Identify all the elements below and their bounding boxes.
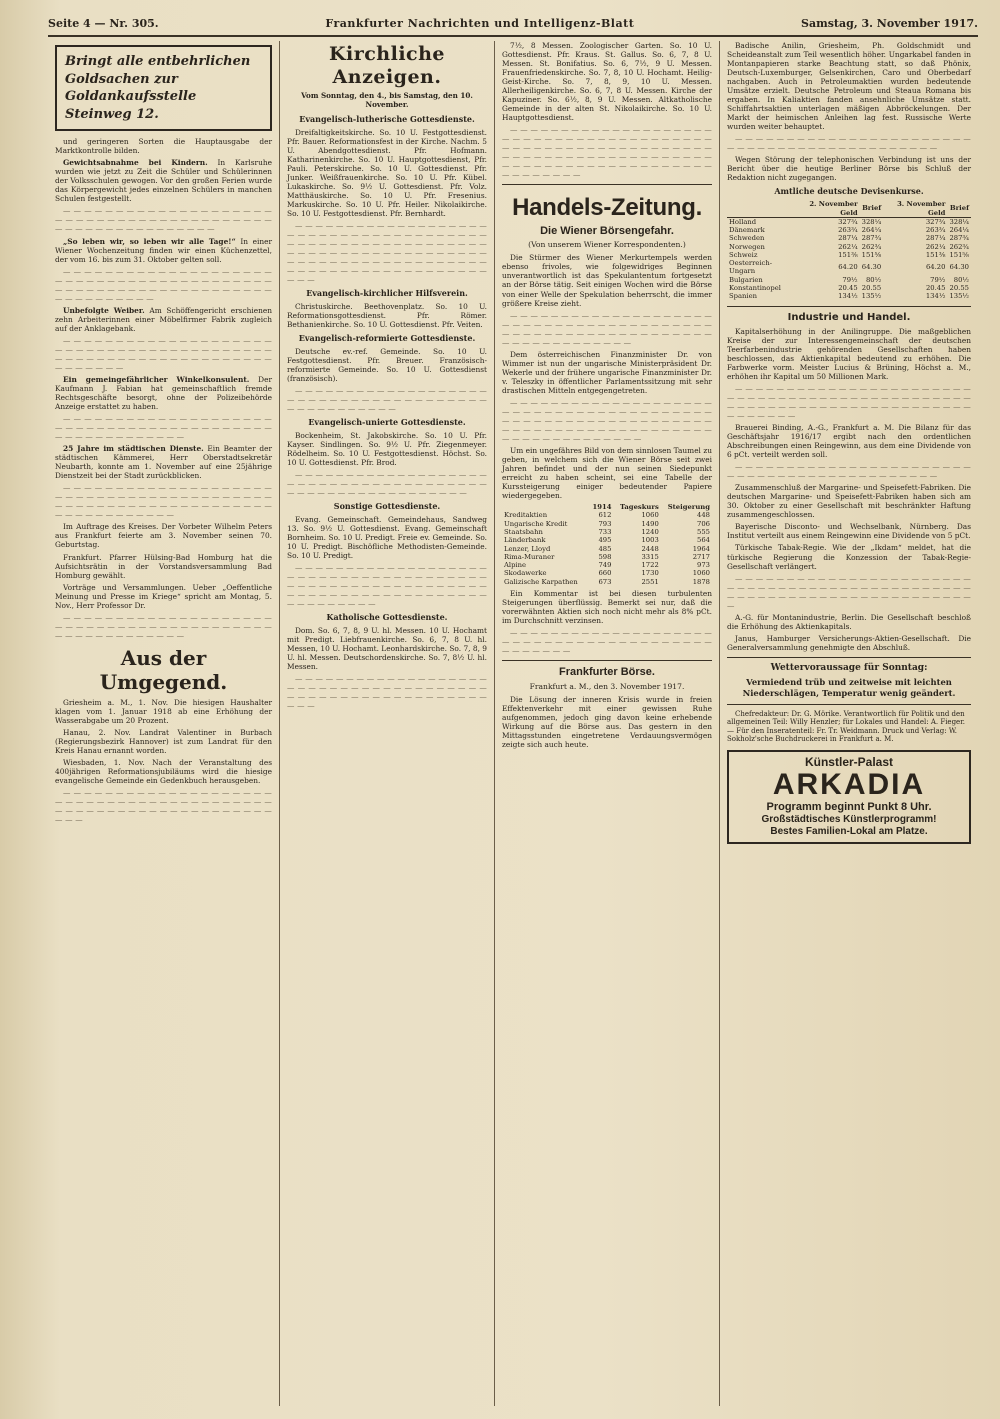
stock-table-cell: 1060: [641, 511, 659, 520]
arkadia-ad-line3: Großstädtisches Künstlerprogramm!: [761, 814, 937, 826]
fx-table-cell: Spanien: [729, 292, 758, 301]
fx-table-cell: 151⅜: [925, 250, 946, 259]
fx-table-cell: 151⅜: [838, 250, 858, 259]
fx-table-cell: 287¾: [861, 234, 882, 243]
weather-title: Wettervoraussage für Sonntag:: [770, 662, 928, 673]
article-pastor: Frankfurt. Pfarrer Hülsing-Bad Homburg hat die Aufsichtsrätin in der Vorstandsversammlung Bad Homburg gewählt.: [55, 552, 272, 580]
fx-table-cell: Schweden: [729, 234, 765, 243]
stock-table-header-cell: 1914: [592, 503, 612, 512]
fx-table-cell: 328¼: [861, 217, 882, 226]
fx-table-cell: Oesterreich-Ungarn: [729, 259, 773, 276]
church-section-catholic: Katholische Gottesdienste.: [326, 612, 448, 623]
fx-table-cell: 263¾: [925, 226, 946, 235]
article-boersengefahr-title: Die Wiener Börsengefahr.: [540, 224, 674, 237]
fx-table-cell: 287¼: [925, 234, 946, 243]
frankfurt-boerse-date: Frankfurt a. M., den 3. November 1917.: [529, 681, 685, 691]
article-women-body: Am Schöffengericht erschienen zehn Arbeiterinnen einer Möbelfirmer Fabrik zugleich auf der Anklagebank.: [55, 305, 272, 333]
issue-date: Samstag, 3. November 1917.: [801, 16, 978, 30]
article-hanau: Hanau, 2. Nov. Landrat Valentiner in Burbach (Regierungsbezirk Hannover) ist zum Landrat für den Kreis Hanau ernannt worden.: [55, 727, 272, 755]
church-reformed-text: Deutsche ev.-ref. Gemeinde. So. 10 U. Festgottesdienst. Pfr. Breuer. Französisch-reformierte Gemeinde. So. 10 U. Gottesdienst (französisch).: [287, 346, 487, 383]
handels-zeitung-title: Handels-Zeitung.: [512, 194, 702, 222]
fx-table-cell: 262¾: [949, 242, 969, 251]
fx-table-cell: 327¾: [838, 217, 858, 226]
fx-table-row: [727, 234, 971, 242]
stock-table-row: [502, 536, 712, 544]
paper-title: Frankfurter Nachrichten und Intelligenz-Blatt: [325, 16, 635, 30]
market-report-text: Badische Anilin, Griesheim, Ph. Goldschmidt und Scheideanstalt zum Teil wesentlich höher. Ungarkabel fanden in Montanpapieren starke Beachtung statt, so daß Phönix, Deutsch-Luxemburger, Gelsenkirchen, Caro und Oberbedarf nachgaben. Auch in Petroleumaktien wurden bedeutende Umsätze erzielt. Deutsche Petroleum und Steaua Romana bis ergaben. In Kaliaktien fanden ansehnliche Umsätze statt. Schiffahrtsaktien unterlagen mäßigen Abbröckelungen. Der Markt der heimischen Anleihen lag fest. Russische Werte wurden weiter behauptet.: [727, 41, 971, 132]
fx-table-cell: 80½: [865, 275, 882, 284]
church-section-hilfsverein: Evangelisch-kirchlicher Hilfsverein.: [306, 288, 468, 299]
fx-table-cell: 64.20: [838, 263, 858, 272]
fx-table-cell: 134½: [925, 292, 946, 301]
stock-table-row: [502, 520, 712, 528]
stock-increase-table: [502, 503, 712, 586]
article-lectures: Vorträge und Versammlungen. Ueber „Oeffentliche Meinung und Presse im Kriege“ spricht am Montag, 5. Nov., Herr Professor Dr.: [55, 582, 272, 610]
industry-p7: Janus, Hamburger Versicherungs-Aktien-Gesellschaft. Die Generalversammlung genehmigte den Abschluß.: [727, 633, 971, 652]
fx-table-cell: 64.30: [861, 263, 882, 272]
stock-table-cell: Länderbank: [504, 536, 546, 545]
frankfurt-boerse-title: Frankfurter Börse.: [559, 666, 655, 679]
fx-table-cell: 20.55: [949, 284, 969, 293]
fx-table-cell: 79½: [930, 275, 946, 284]
article-griesheim: Griesheim a. M., 1. Nov. Die hiesigen Haushalter klagen vom 1. Januar 1918 ab eine Erhöhung der Wasserabgabe um 20 Prozent.: [55, 697, 272, 725]
intro-text: und geringeren Sorten die Hauptausgabe der Marktkontrolle bilden.: [55, 137, 272, 156]
column-industry: Badische Anilin, Griesheim, Ph. Goldschmidt und Scheideanstalt zum Teil wesentlich höher. Ungarkabel fanden in Montanpapieren starke Beachtung statt, so daß Phönix, Deutsch-Luxemburger, Gelsenkirchen, Caro und Oberbedarf nachgaben. Auch in Petroleumaktien wurden bedeutende Umsätze erzielt. Deutsche Petroleum und Steaua Romana bis ergaben. In Kaliaktien fanden ansehnliche Umsätze statt. Schiffahrtsaktien unterlagen mäßigen Abbröckelungen. Der Markt der heimischen Anleihen lag fest. Russische Werte wurden weiter behauptet. — — — — — — — — — — — — — — — — — — — — — — — — — — — — — — — — — — — — — — — — — — — — Wegen Störung der telephonischen Verbindung ist uns der Bericht über die heutige Berliner Börse bis Schluß der Redaktion nicht zugegangen. Amtliche deutsche Devisenkurse. 2. November Geld Brief 3. November Geld Brief Holland 327¾ 328¼ 327¾ 328¼ Dänemark 263¾ 264¼ 263¾ 264¼ Schweden 287¼ 287¾ 287¼ 287¾ Norwegen 262¼ 262¾ 262¼ 262¾ Schweiz 151⅜ 151⅝ 151⅜ 151⅝ Oesterreich-Ungarn 64.20 64.30 64.20 64.30 Bulgarien 79½ 80½ 79½ 80½ Konstantinopel 20.45 20.55 20.45 20.55 Spanien 134½ 135½ 134½ 135½ Industrie und Handel. Kapitalserhöhung in der Anilingruppe. Die maßgeblichen Kreise der zur Interessengemeinschaft der deutschen Teerfarbenindustrie gehörenden Gesellschaften haben beschlossen, das Aktienkapital bedeutend zu erhöhen. Die Farbwerke vorm. Meister Lucius & Brüning, Höchst a. M., erhöhen ihr Kapital um 50 Millionen Mark. — — — — — — — — — — — — — — — — — — — — — — — — — — — — — — — — — — — — — — — — — — — — — — — — — — — — — — — — — — — — — — — — — — — — — — — — — — — — — — Brauerei Binding, A.-G., Frankfurt a. M. Die Bilanz für das Geschäftsjahr 1916/17 ergibt nach den ordentlichen Abschreibungen einen Reingewinn, aus dem eine Dividende von 6 pCt. verteilt werden soll. — — — — — — — — — — — — — — — — — — — — — — — — — — — — — — — — — — — — — — — — — — — — Zusammenschluß der Margarine- und Speisefett-Fabriken. Die deutschen Margarine- und Speisefett-Fabriken haben sich am 30. Oktober zu einer Gesellschaft mit beschränkter Haftung zusammengeschlossen. Bayerische Disconto- und Wechselbank, Nürnberg. Das Institut verteilt aus einem Reingewinn eine Dividende von 5 pCt. Türkische Tabak-Regie. Wie der „Ikdam“ meldet, hat die türkische Regierung die Konzession der Tabak-Regie-Gesellschaft verlängert. — — — — — — — — — — — — — — — — — — — — — — — — — — — — — — — — — — — — — — — — — — — — — — — — — — — — — — — — — — — — — — — — — — — — — — — — A.-G. für Montanindustrie, Berlin. Die Gesellschaft beschloß die Erhöhung des Aktienkapitals. Janus, Hamburger Versicherungs-Aktien-Gesellschaft. Die Generalversammlung genehmigte den Abschluß. Wettervoraussage für Sonntag: Vermiedend trüb und zeitweise mit leichten Niederschlägen, Temperatur wenig geändert. Chefredakteur: Dr. G. Mörike. Verantwortlich für Politik und den allgemeinen Teil: Willy Henzler; für Lokales und Handel: A. Fieger. — Für den Inseratenteil: Fr. Tr. Weidmann. Druck und Verlag: W. Sokholz'sche Buchdruckerei in Frankfurt a. M. Künstler-Palast ARKADIA Programm beginnt Punkt 8 Uhr. Großstädtisches Künstlerprogramm! Bestes Familien-Lokal am Platze.: [720, 41, 978, 1406]
stock-table-cell: 598: [598, 552, 612, 561]
fx-table-header-cell: Brief: [947, 200, 971, 217]
fx-table-row: [727, 217, 971, 226]
article-women-head: Unbefolgte Weiber.: [63, 305, 145, 315]
stock-table-cell: Rima-Muraner: [504, 552, 555, 561]
stock-table-cell: 660: [598, 569, 612, 578]
stock-table-header-cell: [502, 503, 588, 511]
stock-table-cell: 1730: [641, 569, 659, 578]
fx-title: Amtliche deutsche Devisenkurse.: [774, 186, 924, 197]
fx-table-cell: 262¼: [925, 242, 946, 251]
fx-table-cell: 328¼: [949, 217, 969, 226]
column-local-news: Bringt alle entbehrlichen Goldsachen zur Goldankaufsstelle Steinweg 12. und geringeren Sorten die Hauptausgabe der Marktkontrolle bilden. Gewichtsabnahme bei Kindern. In Karlsruhe wurden wie jetzt zu Zeit die Schüler und Schülerinnen der Volksschulen gewogen. Vor den großen Ferien wurde das Körpergewicht jedes einzelnen Schülers in manchen Schulen festgestellt. — — — — — — — — — — — — — — — — — — — — — — — — — — — — — — — — — — — — — — — — — — — — — — — — — — — — — — — — — „So leben wir, so leben wir alle Tage!“ In einer Wiener Wochenzeitung finden wir einen Küchenzettel, der vom 16. bis zum 31. Oktober gelten soll. — — — — — — — — — — — — — — — — — — — — — — — — — — — — — — — — — — — — — — — — — — — — — — — — — — — — — — — — — — — — — — — — — — — — — — — — Unbefolgte Weiber. Am Schöffengericht erschienen zehn Arbeiterinnen einer Möbelfirmer Fabrik zugleich auf der Anklagebank. — — — — — — — — — — — — — — — — — — — — — — — — — — — — — — — — — — — — — — — — — — — — — — — — — — — — — — — — — — — — — — — — — — — — — Ein gemeingefährlicher Winkelkonsulent. Der Kaufmann J. Fabian hat gemeinschaftlich fremde Rechtsgeschäfte besorgt, ohne der Polizeibehörde Anzeige erstattet zu haben. — — — — — — — — — — — — — — — — — — — — — — — — — — — — — — — — — — — — — — — — — — — — — — — — — — — — — — 25 Jahre im städtischen Dienste. Ein Beamter der städtischen Kämmerei, Herr Oberstadtsekretär Neubarth, konnte am 1. November auf eine 25jährige Dienstzeit bei der Stadt zurückblicken. — — — — — — — — — — — — — — — — — — — — — — — — — — — — — — — — — — — — — — — — — — — — — — — — — — — — — — — — — — — — — — — — — — — — — — — — — — Im Auftrage des Kreises. Der Vorbeter Wilhelm Peters aus Frankfurt feierte am 3. November seinen 70. Geburtstag. Frankfurt. Pfarrer Hülsing-Bad Homburg hat die Aufsichtsrätin in der Vorstandsversammlung Bad Homburg gewählt. Vorträge und Versammlungen. Ueber „Oeffentliche Meinung und Presse im Kriege“ spricht am Montag, 5. Nov., Herr Professor Dr. — — — — — — — — — — — — — — — — — — — — — — — — — — — — — — — — — — — — — — — — — — — — — — — — — — — — — — Aus der Umgegend. Griesheim a. M., 1. Nov. Die hiesigen Haushalter klagen vom 1. Januar 1918 ab eine Erhöhung der Wasserabgabe um 20 Prozent. Hanau, 2. Nov. Landrat Valentiner in Burbach (Regierungsbezirk Hannover) ist zum Landrat für den Kreis Hanau ernannt worden. Wiesbaden, 1. Nov. Nach der Veranstaltung des 400jährigen Reformationsjubiläums wird die hiesige evangelische Gemeinde ein Gedenkbuch herausgeben. — — — — — — — — — — — — — — — — — — — — — — — — — — — — — — — — — — — — — — — — — — — — — — — — — — — — — — — — — — — — — — — — —: [48, 41, 280, 1406]
stock-table-cell: 973: [697, 561, 710, 570]
section-umgegend-title: Aus der Umgegend.: [99, 645, 228, 695]
columns: [48, 41, 978, 1406]
arkadia-ad-line4: Bestes Familien-Lokal am Platze.: [770, 826, 928, 838]
stock-table-row: [502, 545, 712, 553]
frankfurt-boerse-text: Die Lösung der inneren Krisis wurde in freien Effektenverkehr mit einer gewissen Ruhe aufgenommen, jedoch ging davon keine erhebende Wirkung auf die Börse aus. Das gestern in den Mittagsstunden eingetretene Verdauungsvermögen zeigte sich auch heute.: [502, 694, 712, 750]
industry-p3: Zusammenschluß der Margarine- und Speisefett-Fabriken. Die deutschen Margarine- und Speisefett-Fabriken haben sich am 30. Oktober zu einer Gesellschaft mit beschränkter Haftung zusammengeschlossen.: [727, 483, 971, 520]
stock-table-cell: 1003: [641, 536, 659, 545]
fx-table-cell: 79½: [842, 275, 858, 284]
weather-forecast: Vermiedend trüb und zeitweise mit leichten Niederschlägen, Temperatur wenig geändert.: [742, 676, 956, 698]
fx-table-cell: Bulgarien: [729, 275, 763, 284]
church-section-other: Sonstige Gottesdienste.: [333, 500, 441, 511]
stock-table-cell: 1240: [641, 528, 659, 537]
arkadia-ad-name: ARKADIA: [772, 768, 926, 802]
article-boersengefahr-p1: Die Stürmer des Wiener Merkurtempels werden ebenso frivoles, wie folgewidriges Beginnen unverantwortlich ist das Spekulantentum fortgesetzt an der Börse tätig. Seit einigen Wochen wird die Börse von einer Welle der Spekulation beherrscht, die immer größere Kreise zieht.: [502, 253, 712, 308]
industry-p4: Bayerische Disconto- und Wechselbank, Nürnberg. Das Institut verteilt aus einem Reingewinn eine Dividende von 5 pCt.: [727, 522, 971, 541]
article-weight-body: In Karlsruhe wurden wie jetzt zu Zeit die Schüler und Schülerinnen der Volksschulen gewogen. Vor den großen Ferien wurde das Körpergewicht jedes einzelnen Schülers in manchen Schulen festgestellt.: [55, 158, 272, 204]
article-weight-head: Gewichtsabnahme bei Kindern.: [63, 158, 208, 168]
fx-table-cell: 64.30: [949, 263, 969, 272]
fx-table-cell: 135½: [949, 292, 969, 301]
stock-table-cell: 1878: [692, 577, 710, 586]
fx-table-cell: 135½: [861, 292, 882, 301]
article-women: [55, 306, 272, 333]
stock-table-row: [502, 578, 712, 586]
stock-table-cell: Galizische Karpathen: [504, 577, 578, 586]
stock-table-cell: 749: [598, 561, 612, 570]
stock-table-header-cell: Tageskurs: [620, 503, 659, 512]
fx-table-cell: Dänemark: [729, 226, 765, 235]
fx-table-cell: 287¼: [838, 234, 858, 243]
article-correspondent: (Von unserem Wiener Korrespondenten.): [528, 240, 686, 250]
fx-table-cell: 262¾: [861, 242, 882, 251]
church-section-united: Evangelisch-unierte Gottesdienste.: [308, 417, 466, 427]
fx-table-row: [727, 251, 971, 259]
fx-table-cell: 134½: [838, 292, 858, 301]
stock-table-cell: 1060: [692, 569, 710, 578]
fx-table-cell: 327¾: [925, 217, 946, 226]
fx-table-cell: 20.55: [861, 284, 882, 293]
stock-table-cell: 564: [697, 536, 710, 545]
stock-table-row: [502, 569, 712, 577]
stock-table-cell: 673: [598, 577, 612, 586]
article-menu: [55, 237, 272, 264]
fx-table-cell: 151⅝: [949, 250, 969, 259]
stock-table-cell: 706: [697, 519, 710, 528]
stock-table-cell: 2448: [641, 544, 659, 553]
church-notices-subtitle: Vom Sonntag, den 4., bis Samstag, den 10. November.: [301, 91, 473, 110]
industry-p6: A.-G. für Montanindustrie, Berlin. Die Gesellschaft beschloß die Erhöhung des Aktienkapitals.: [727, 612, 971, 631]
column-church-notices: Kirchliche Anzeigen. Vom Sonntag, den 4., bis Samstag, den 10. November. Evangelisch-lutherische Gottesdienste. Dreifaltigkeitskirche. So. 10 U. Festgottesdienst. Pfr. Bauer. Reformationsfest in der Kirche. Nachm. 5 U. Abendgottesdienst. Pfr. Hofmann. Katharinenkirche. So. 10 U. Hauptgottesdienst, Pfr. Pauli. Peterskirche. So. 10 U. Gottesdienst. Pfr. Junker. Weißfrauenkirche. So. 10 U. Pfr. Kübel. Lukaskirche. So. 9½ U. Gottesdienst. Pfr. Volz. Matthäuskirche. So. 10 U. Pfr. Fresenius. Markuskirche. So. 10 U. Pfr. Heiler. Nikolaikirche. So. 10 U. Festgottesdienst. Pfr. Bernhardt. — — — — — — — — — — — — — — — — — — — — — — — — — — — — — — — — — — — — — — — — — — — — — — — — — — — — — — — — — — — — — — — — — — — — — — — — — — — — — — — — — — — — — — — — — — — — — — — — — — — — — — — — — — — — — — — — — — — — — Evangelisch-kirchlicher Hilfsverein. Christuskirche. Beethovenplatz. So. 10 U. Reformationsgottesdienst. Pfr. Römer. Bethanienkirche. So. 10 U. Gottesdienst. Pfr. Veiten. Evangelisch-reformierte Gottesdienste. Deutsche ev.-ref. Gemeinde. So. 10 U. Festgottesdienst. Pfr. Breuer. Französisch-reformierte Gemeinde. So. 10 U. Gottesdienst (französisch). — — — — — — — — — — — — — — — — — — — — — — — — — — — — — — — — — — — — — — — — — — — — — — — — — Evangelisch-unierte Gottesdienste. Bockenheim, St. Jakobskirche. So. 10 U. Pfr. Kayser. Sindlingen. So. 9½ U. Pfr. Ziegenmeyer. Rödelheim. So. 10 U. Festgottesdienst. Höchst. So. 10 U. Gottesdienst. Pfr. Brod. — — — — — — — — — — — — — — — — — — — — — — — — — — — — — — — — — — — — — — — — — — — — — — — — — — — — — — — — Sonstige Gottesdienste. Evang. Gemeinschaft. Gemeindehaus, Sandweg 13. So. 9½ U. Gottesdienst. Evang. Gemeinschaft Bornheim. So. 10 U. Predigt. Freie ev. Gemeinde. So. 10 U. Predigt. Bischöfliche Methodisten-Gemeinde. So. 10 U. Predigt. — — — — — — — — — — — — — — — — — — — — — — — — — — — — — — — — — — — — — — — — — — — — — — — — — — — — — — — — — — — — — — — — — — — — — — — — — — — — — — — — — — — — — Katholische Gottesdienste. Dom. So. 6, 7, 8, 9 U. hl. Messen. 10 U. Hochamt mit Predigt. Liebfrauenkirche. So. 6, 7, 8 U. hl. Messen, 10 U. Hochamt. Leonhardskirche. So. 7, 8, 9 U. hl. Messen. Deutschordenskirche. So. 7, 8½ U. hl. Messen. — — — — — — — — — — — — — — — — — — — — — — — — — — — — — — — — — — — — — — — — — — — — — — — — — — — — — — — — — — — —: [280, 41, 495, 1406]
article-consultant: [55, 375, 272, 411]
stock-table-header-cell: Steigerung: [667, 503, 710, 512]
industry-p5: Türkische Tabak-Regie. Wie der „Ikdam“ meldet, hat die türkische Regierung die Konzession der Tabak-Regie-Gesellschaft verlängert.: [727, 543, 971, 571]
fx-table-cell: 264¼: [861, 226, 882, 235]
stock-table-cell: 2717: [692, 552, 710, 561]
stock-table-row: [502, 511, 712, 519]
fx-table-cell: 263¾: [838, 226, 858, 235]
article-consultant-body: Der Kaufmann J. Fabian hat gemeinschaftlich fremde Rechtsgeschäfte besorgt, ohne der Polizeibehörde Anzeige erstattet zu haben.: [55, 374, 272, 412]
fx-table-cell: Konstantinopel: [729, 284, 781, 293]
church-catholic-text: Dom. So. 6, 7, 8, 9 U. hl. Messen. 10 U. Hochamt mit Predigt. Liebfrauenkirche. So. 6, 7, 8 U. hl. Messen, 10 U. Hochamt. Leonhardskirche. So. 7, 8, 9 U. hl. Messen. Deutschordenskirche. So. 7, 8½ U. hl. Messen.: [287, 625, 487, 671]
stock-table-cell: 555: [697, 528, 710, 537]
fx-table-cell: 262¼: [838, 242, 858, 251]
article-weight: [55, 158, 272, 203]
fx-table-row: [727, 284, 971, 292]
stock-table-cell: 485: [598, 544, 612, 553]
article-menu-body: In einer Wiener Wochenzeitung finden wir einen Küchenzettel, der vom 16. bis zum 31. Oktober gelten soll.: [55, 236, 272, 264]
stock-table-cell: Kreditaktien: [504, 511, 548, 520]
fx-table-header-cell: 2. November Geld: [795, 200, 859, 217]
church-notices-title: Kirchliche Anzeigen.: [328, 43, 446, 89]
column-commerce: 7½, 8 Messen. Zoologischer Garten. So. 10 U. Gottesdienst. Pfr. Kraus. St. Gallus. So. 6, 7, 8 U. Messen. St. Bonifatius. So. 6, 7½, 9 U. Messen. Frauenfriedenskirche. So. 7, 8, 10 U. Hochamt. Heilig-Geist-Kirche. So. 7, 8, 9, 10 U. Messen. Allerheiligenkirche. So. 6, 7, 8 U. Messen. Kirche der Kapuziner. So. 6½, 8, 9 U. Messen. Altkatholische Gemeinde in der alten St. Nikolaikirche. So. 10 U. Hauptgottesdienst. — — — — — — — — — — — — — — — — — — — — — — — — — — — — — — — — — — — — — — — — — — — — — — — — — — — — — — — — — — — — — — — — — — — — — — — — — — — — — — — — — — — — — — — — — — — — — — — — — — — — — — — — — — — — Handels-Zeitung. Die Wiener Börsengefahr. (Von unserem Wiener Korrespondenten.) Die Stürmer des Wiener Merkurtempels werden ebenso frivoles, wie folgewidriges Beginnen unverantwortlich ist das Spekulantentum fortgesetzt an der Börse tätig. Seit einigen Wochen wird die Börse von einer Welle der Spekulation beherrscht, die immer größere Kreise zieht. — — — — — — — — — — — — — — — — — — — — — — — — — — — — — — — — — — — — — — — — — — — — — — — — — — — — — — — — — — — — — — — — — — — — — — — — — Dem österreichischen Finanzminister Dr. von Wimmer ist nun der ungarische Ministerpräsident Dr. Wekerle und der frühere ungarische Finanzminister Dr. v. Teleszky in öffentlicher Parlamentssitzung mit sehr drastischen Mitteln entgegengetreten. — — — — — — — — — — — — — — — — — — — — — — — — — — — — — — — — — — — — — — — — — — — — — — — — — — — — — — — — — — — — — — — — — — — — — — — — — — — — — — — — — — — — — — — — — — — — — — Um ein ungefähres Bild von dem sinnlosen Taumel zu geben, in welchem sich die Wiener Börse seit zwei Jahren befindet und der nun seinen Siedepunkt erreicht zu haben scheint, sei eine Tabelle der Kurssteigerung einiger bedeutender Papiere wiedergegeben. 1914 Tageskurs Steigerung Kreditaktien 612 1060 448 Ungarische Kredit 793 1490 706 Staatsbahn 733 1240 555 Länderbank 495 1003 564 Lenzer, Lloyd 485 2448 1964 Rima-Muraner 598 3315 2717 Alpine 749 1722 973 Skodawerke 660 1730 1060 Galizische Karpathen 673 2551 1878 Ein Kommentar ist bei diesen turbulenten Steigerungen überflüssig. Bemerkt sei nur, daß die vorerwähnten Aktien sich noch nicht mehr als 8% pCt. im Durchschnitt verzinsen. — — — — — — — — — — — — — — — — — — — — — — — — — — — — — — — — — — — — — — — — — — — — — — — Frankfurter Börse. Frankfurt a. M., den 3. November 1917. Die Lösung der inneren Krisis wurde in freien Effektenverkehr mit einer gewissen Ruhe aufgenommen, jedoch ging davon keine erhebende Wirkung auf die Börse aus. Das gestern in den Mittagsstunden eingetretene Verdauungsvermögen zeigte sich auch heute.: [495, 41, 720, 1406]
stock-table-cell: 448: [697, 511, 710, 520]
industry-p1: Kapitalserhöhung in der Anilingruppe. Die maßgeblichen Kreise der zur Interessengemeinschaft der deutschen Teerfarbenindustrie gehörenden Gesellschaften haben beschlossen, das Aktienkapital bedeutend zu erhöhen. Die Farbwerke vorm. Meister Lucius & Brüning, Höchst a. M., erhöhen ihr Kapital um 50 Millionen Mark.: [727, 326, 971, 381]
arkadia-ad: [727, 750, 971, 844]
fx-table-cell: Schweiz: [729, 250, 758, 259]
arkadia-ad-line1: Künstler-Palast: [804, 754, 894, 769]
industry-p2: Brauerei Binding, A.-G., Frankfurt a. M. Die Bilanz für das Geschäftsjahr 1916/17 ergibt nach den ordentlichen Abschreibungen einen Reingewinn, aus dem eine Dividende von 6 pCt. verteilt werden soll.: [727, 423, 971, 460]
stock-table-cell: 1722: [641, 561, 659, 570]
fx-table-cell: 20.45: [925, 284, 946, 293]
article-boersengefahr-p3: Um ein ungefähres Bild von dem sinnlosen Taumel zu geben, in welchem sich die Wiener Börse seit zwei Jahren befindet und der nun seinen Siedepunkt erreicht zu haben scheint, sei eine Tabelle der Kurssteigerung einiger bedeutender Papiere wiedergegeben.: [502, 446, 712, 501]
fx-table-cell: 64.20: [925, 263, 946, 272]
stock-table-cell: 2551: [641, 577, 659, 586]
church-hilfsverein-text: Christuskirche. Beethovenplatz. So. 10 U. Reformationsgottesdienst. Pfr. Römer. Bethanienkirche. So. 10 U. Gottesdienst. Pfr. Veiten.: [287, 301, 487, 329]
article-boersengefahr-p4: Ein Kommentar ist bei diesen turbulenten Steigerungen überflüssig. Bemerkt sei nur, daß die vorerwähnten Aktien sich noch nicht mehr als 8% pCt. im Durchschnitt verzinsen.: [502, 589, 712, 626]
telephone-note: Wegen Störung der telephonischen Verbindung ist uns der Bericht über die heutige Berliner Börse bis Schluß der Redaktion nicht zugegangen.: [727, 155, 971, 183]
fx-table-cell: 151⅝: [861, 250, 882, 259]
stock-table-row: [502, 561, 712, 569]
fx-table-row: [727, 259, 971, 276]
fx-table-cell: Holland: [729, 217, 757, 226]
fx-rates-table: [727, 200, 971, 300]
fx-table-header-cell: Brief: [860, 200, 884, 217]
stock-table-cell: 1490: [641, 519, 659, 528]
fx-table-cell: 80½: [953, 275, 969, 284]
article-jubilee-body: Ein Beamter der städtischen Kämmerei, Herr Oberstadtsekretär Neubarth, konnte am 1. November auf eine 25jährige Dienstzeit bei der Stadt zurückblicken.: [55, 444, 272, 481]
article-boersengefahr-p2: Dem österreichischen Finanzminister Dr. von Wimmer ist nun der ungarische Ministerpräsident Dr. Wekerle und der frühere ungarische Finanzminister Dr. v. Teleszky in öffentlicher Parlamentssitzung mit sehr drastischen Mitteln entgegengetreten.: [502, 349, 712, 395]
gold-ad: Bringt alle entbehrlichen Goldsachen zur Goldankaufsstelle Steinweg 12.: [55, 45, 272, 131]
stock-table-cell: Staatsbahn: [504, 528, 543, 537]
church-lutheran-text: Dreifaltigkeitskirche. So. 10 U. Festgottesdienst. Pfr. Bauer. Reformationsfest in der Kirche. Nachm. 5 U. Abendgottesdienst. Pfr. Hofmann. Katharinenkirche. So. 10 U. Hauptgottesdienst, Pfr. Pauli. Peterskirche. So. 10 U. Gottesdienst. Pfr. Junker. Weißfrauenkirche. So. 10 U. Pfr. Kübel. Lukaskirche. So. 9½ U. Gottesdienst. Pfr. Volz. Matthäuskirche. So. 10 U. Pfr. Fresenius. Markuskirche. So. 10 U. Pfr. Heiler. Nikolaikirche. So. 10 U. Festgottesdienst. Pfr. Bernhardt.: [287, 127, 487, 218]
stock-table-cell: 733: [598, 528, 612, 537]
article-wiesbaden: Wiesbaden, 1. Nov. Nach der Veranstaltung des 400jährigen Reformationsjubiläums wird die hiesige evangelische Gemeinde ein Gedenkbuch herausgeben.: [55, 757, 272, 785]
fx-table-row: [727, 292, 971, 300]
fx-table-row: [727, 226, 971, 234]
stock-table-cell: 495: [598, 536, 612, 545]
stock-table-cell: 3315: [641, 552, 659, 561]
article-consultant-head: Ein gemeingefährlicher Winkelkonsulent.: [63, 374, 250, 384]
stock-table-row: [502, 528, 712, 536]
stock-table-cell: Skodawerke: [504, 569, 547, 578]
fx-table-cell: 264¼: [949, 226, 969, 235]
running-head: [48, 14, 978, 37]
stock-table-cell: Alpine: [504, 561, 527, 570]
imprint: Chefredakteur: Dr. G. Mörike. Verantwortlich für Politik und den allgemeinen Teil: Willy Henzler; für Lokales und Handel: A. Fieger. — Für den Inseratenteil: Fr. Tr. Weidmann. Druck und Verlag: W. Sokholz'sche Buchdruckerei in Frankfurt a. M.: [727, 709, 965, 744]
fx-table-cell: 287¾: [949, 234, 969, 243]
article-jubilee: [55, 444, 272, 480]
fx-table-row: [727, 243, 971, 251]
fx-table-header-cell: [727, 200, 795, 217]
church-continued-text: 7½, 8 Messen. Zoologischer Garten. So. 10 U. Gottesdienst. Pfr. Kraus. St. Gallus. So. 6, 7, 8 U. Messen. St. Bonifatius. So. 6, 7½, 9 U. Messen. Frauenfriedenskirche. So. 7, 8, 10 U. Hochamt. Heilig-Geist-Kirche. So. 7, 8, 9, 10 U. Messen. Allerheiligenkirche. So. 6, 7, 8 U. Messen. Kirche der Kapuziner. So. 6½, 8, 9 U. Messen. Altkatholische Gemeinde in der alten St. Nikolaikirche. So. 10 U. Hauptgottesdienst.: [502, 41, 712, 123]
article-birthday: Im Auftrage des Kreises. Der Vorbeter Wilhelm Peters aus Frankfurt feierte am 3. November seinen 70. Geburtstag.: [55, 522, 272, 550]
industry-title: Industrie und Handel.: [787, 311, 911, 323]
stock-table-cell: 612: [598, 511, 612, 520]
stock-table-cell: 793: [598, 519, 612, 528]
fx-table-row: [727, 276, 971, 284]
church-section-lutheran: Evangelisch-lutherische Gottesdienste.: [299, 113, 475, 124]
stock-table-cell: Lenzer, Lloyd: [504, 544, 551, 553]
arkadia-ad-line2: Programm beginnt Punkt 8 Uhr.: [766, 800, 932, 813]
stock-table-row: [502, 553, 712, 561]
fx-table-cell: Norwegen: [729, 242, 765, 251]
page-number: Seite 4 — Nr. 305.: [48, 16, 159, 30]
church-other-text: Evang. Gemeinschaft. Gemeindehaus, Sandweg 13. So. 9½ U. Gottesdienst. Evang. Gemeinschaft Bornheim. So. 10 U. Predigt. Freie ev. Gemeinde. So. 10 U. Predigt. Bischöfliche Methodisten-Gemeinde. So. 10 U. Predigt.: [287, 514, 487, 560]
stock-table-cell: 1964: [692, 544, 710, 553]
church-united-text: Bockenheim, St. Jakobskirche. So. 10 U. Pfr. Kayser. Sindlingen. So. 9½ U. Pfr. Ziegenmeyer. Rödelheim. So. 10 U. Festgottesdienst. Höchst. So. 10 U. Gottesdienst. Pfr. Brod.: [287, 430, 487, 467]
article-jubilee-head: 25 Jahre im städtischen Dienste.: [63, 444, 204, 454]
fx-table-header-cell: 3. November Geld: [883, 200, 947, 217]
stock-table-cell: Ungarische Kredit: [504, 519, 568, 528]
fx-table-cell: 20.45: [838, 284, 858, 293]
church-section-reformed: Evangelisch-reformierte Gottesdienste.: [298, 333, 476, 344]
article-menu-head: „So leben wir, so leben wir alle Tage!“: [63, 236, 236, 246]
